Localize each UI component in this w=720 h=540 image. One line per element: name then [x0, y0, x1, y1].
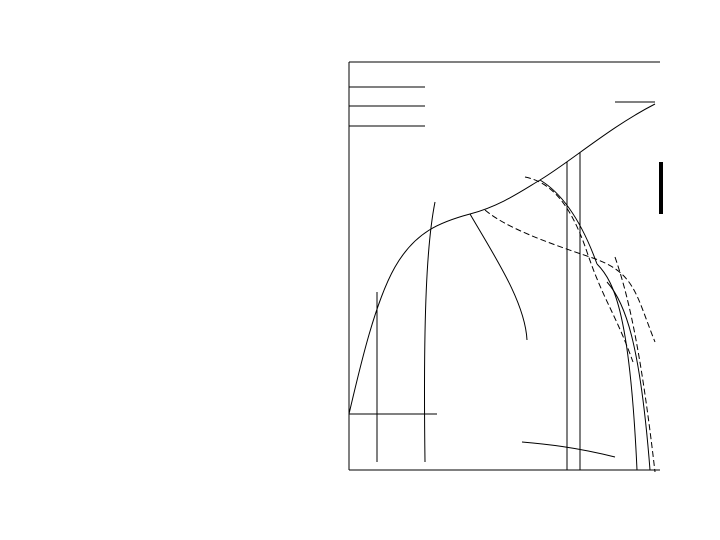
phase-diagram [315, 42, 665, 492]
leader-lines [349, 87, 655, 126]
dashed-boundaries [485, 177, 655, 472]
frame-edge [659, 162, 663, 214]
citation [80, 447, 85, 461]
phase-boundaries [349, 104, 655, 470]
